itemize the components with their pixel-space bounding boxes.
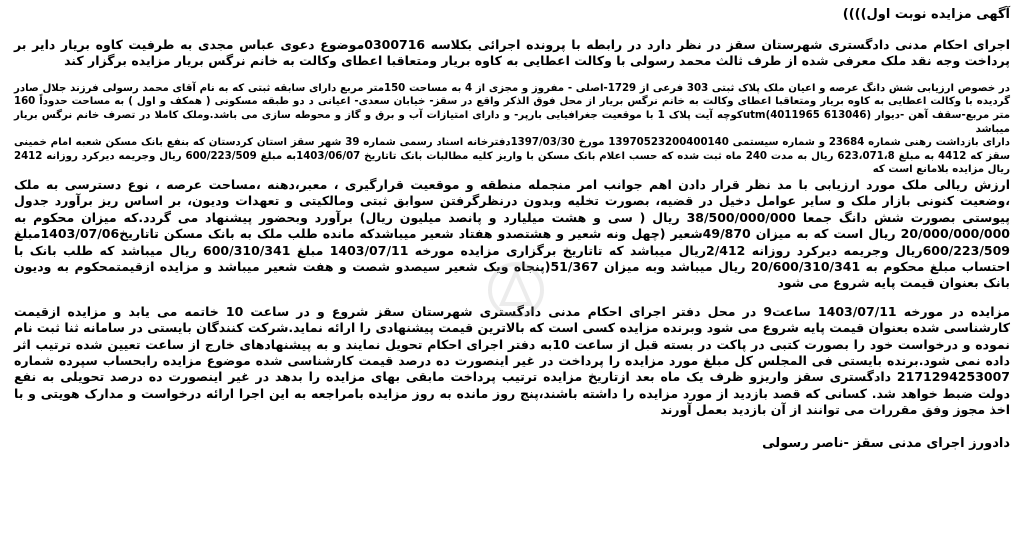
notice-intro: اجرای احکام مدنی دادگستری شهرستان سقز در نظر دارد در رابطه با پرونده اجرائی بکلاسه 0300716موضوع دعوی عباس مجدی به طرفیت کاوه بریار دایر بر پرداخت وجه نقد ملک معرفی شده از طرف ثالث محمد رسولی با وکالت اعطایی به کاوه بریار ومتعاقبا اعطای وکالت به خانم نرگس بریار مزایده برگزار کند <box>14 37 1010 69</box>
property-valuation: ارزش ریالی ملک مورد ارزیابی با مد نظر قرار دادن اهم جوانب امر منجمله منطقه و موقعیت قرارگیری ، معبر،دهنه ،مساحت عرصه ، نوع دسترسی به ملک ،وضعیت کنونی بازار ملک و سایر عوامل دخیل در قضیه، بصورت تخلیه وبدون درنظرگرفتن سوابق ثبتی ومالکیتی و تعهدات ودیون، بر اساس ریز برآورد جدول پیوستی بصورت شش دانگ جمعا 38/500/000/000 ریال ( سی و هشت میلیارد و پانصد میلیون ریال) برآورد وبحضور پیشنهاد می گردد.که میزان محکوم به 20/000/000/000 ریال است که به میزان 49/870شعیر (چهل ونه شعیر و هشتصدو هفتاد شعیر میباشدکه مانده طلب ملک به بانک مسکن تاتاریخ1403/07/06مبلغ 600/223/509ریال وجریمه دیرکرد روزانه 2/412ریال میباشد که تاتاریخ برگزاری مزایده مورخه 1403/07/11 مبلغ 600/310/341 ریال میباشد که طلب بانک با احتساب مبلغ محکوم به 20/600/310/341 ریال میباشد وبه میزان 51/367(پنجاه ویک شعیر سیصدو شصت و هفت شعیر میباشد و مزایده ازقیمتمحکوم به ودیون بانک بعنوان قیمت پایه شروع می شود <box>14 176 1010 291</box>
property-mortgage-details: دارای بازداشت رهنی شماره 23684 و شماره سیستمی 13970523200400140 مورخ 1397/03/30دفترخانه اسناد رسمی شماره 39 شهر سقز استان کردستان که بنفع بانک مسکن شعبه امام خمینی سقز که 4412 به مبلغ 623،071،8 ریال به مدت 240 ماه ثبت شده که حسب اعلام بانک مسکن با واریز کلیه مطالبات بانک تاتاریخ 1403/06/07به مبلغ 600/223/509 ریال وجریمه دیرکرد روزانه 2412 ریال مزایده بلامانع است که <box>14 137 1010 176</box>
auction-terms: مزایده در مورخه 1403/07/11 ساعت9 در محل دفتر اجرای احکام مدنی دادگستری شهرستان سقز شروع و در ساعت 10 خاتمه می یابد و مزایده ازقیمت کارشناسی شده بعنوان قیمت پایه شروع می شود وبرنده مزایده کسی است که بالاترین قیمت پیشنهادی را ارائه نماید.شرکت کنندگان بایستی در سامانه ثنا ثبت نام نموده و درخواست خود را بصورت کتبی در پاکت در بسته قبل از ساعت 10به دفتر اجرای احکام تحویل نمایند و به پیشنهادهای خارج از ساعت تعیین شده ترتیب اثر داده نمی شود.برنده بایستی فی المجلس کل مبلغ مورد مزایده را پرداخت در غیر اینصورت ده درصد قیمت کارشناسی شده موضوع مزایده رابحساب سپرده شماره 2171294253007 دادگستری سقز واریزو ظرف یک ماه بعد ازتاریخ مزایده ترتیب پرداخت مابقی بهای مزایده را بدهد در غیر اینصورت ده درصد تحویلی به نفع دولت ضبط خواهد شد. کسانی که قصد بازدید از مورد مزایده را داشته باشند،پنج روز مانده به روز مزایده بامراجعه به این اجرا ارائه درخواست و مدارک هویتی و با اخذ مجوز وفق مقررات می توانند از آن بازدید بعمل آورند <box>14 303 1011 418</box>
notice-title: آگهی مزایده نوبت اول)))) <box>842 7 1010 22</box>
signature-line: دادورز اجرای مدنی سقز -ناصر رسولی <box>762 435 1010 451</box>
property-description-main: در خصوص ارزیابی شش دانگ عرصه و اعیان ملک پلاک ثبتی 303 فرعی از 1729-اصلی - مفروز و مجزی از 4 به مساحت 150متر مربع دارای سابقه ثبتی که به نام آقای محمد رسولی فرزند جلال صادر گردیده با وکالت اعطایی به کاوه بریار ومتعاقبا اعطای وکالت به خانم نرگس بریار از محل فوق الذکر واقع در سقز- خیابان سعدی- اعیانی د دو طبقه مسکونی ( همکف و اول ) به مساحت حدوداً 160 متر مربع-سقف آهن -دیوار (613046 4011965)utmکوچه آیت پلاک 1 با موقعیت جغرافیایی بارپر- و دارای امتیازات آب و برق و گاز و محوطه سازی می باشد.وملک کاملا در تصرف خانم نرگس بریار میباشد <box>14 82 1010 135</box>
